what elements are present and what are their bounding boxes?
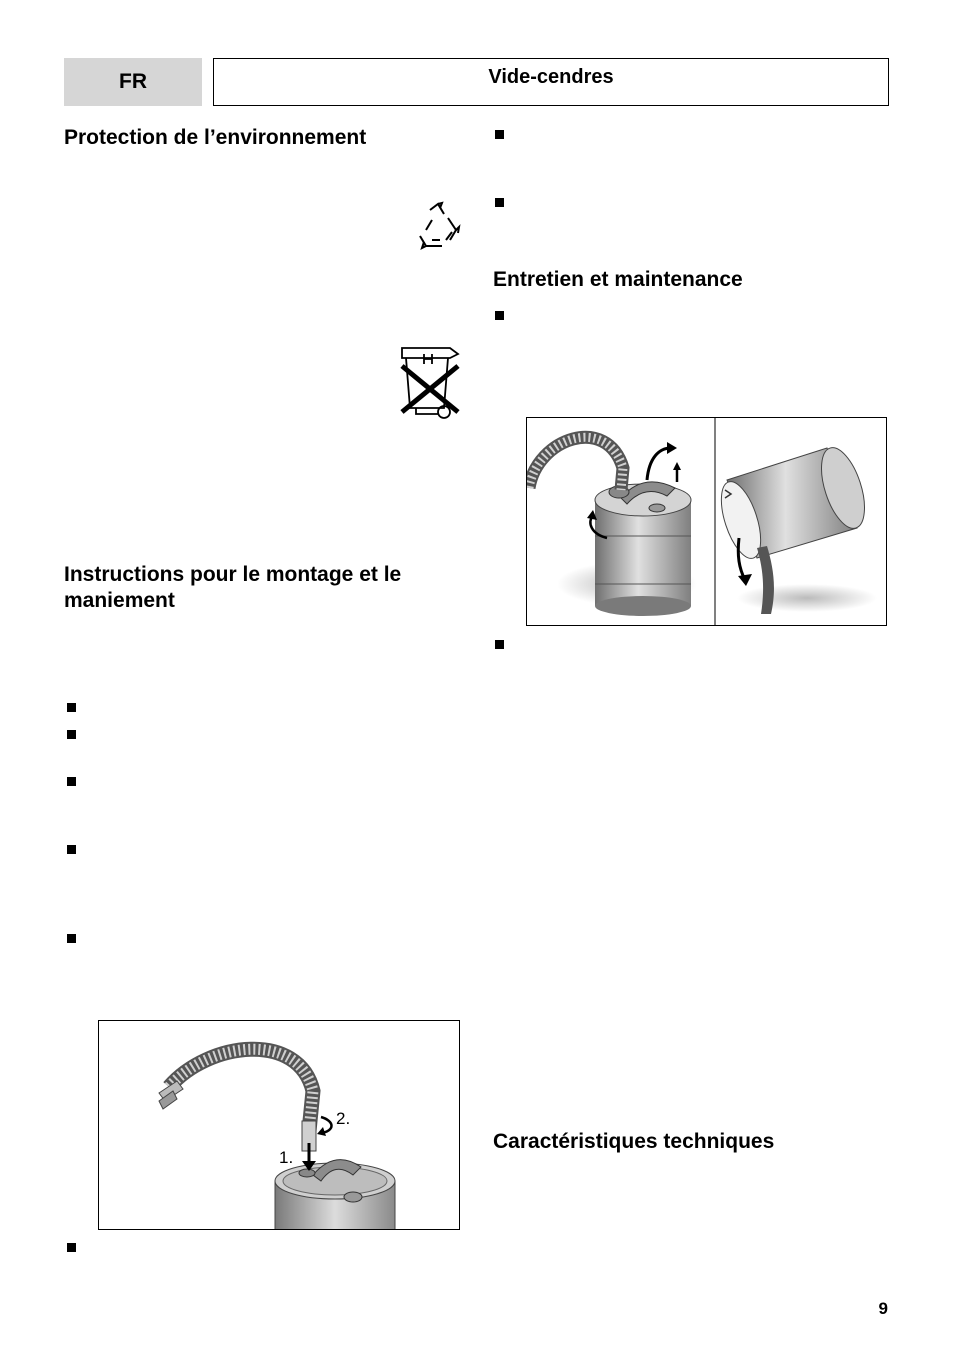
hose-attachment-illustration <box>99 1021 459 1229</box>
environment-heading: Protection de l’environnement <box>64 126 367 149</box>
crossed-bin-icon <box>396 338 462 422</box>
emptying-illustration <box>527 418 886 625</box>
bullet-marker <box>495 130 504 139</box>
emptying-figure <box>526 417 887 626</box>
language-code: FR <box>119 70 147 93</box>
hose-attachment-figure <box>98 1020 460 1230</box>
recycling-icon <box>412 200 464 252</box>
bullet-marker <box>495 311 504 320</box>
language-tab <box>64 58 202 106</box>
document-title-box <box>213 58 889 106</box>
bullet-marker <box>67 730 76 739</box>
page-number: 9 <box>878 1299 888 1318</box>
maintenance-heading: Entretien et maintenance <box>493 268 743 291</box>
step-1-label: 1. <box>279 1148 294 1167</box>
bullet-marker <box>495 198 504 207</box>
bullet-marker <box>67 1243 76 1252</box>
bullet-marker <box>67 703 76 712</box>
bullet-marker <box>67 777 76 786</box>
technical-specs-heading: Caractéristiques techniques <box>493 1130 775 1153</box>
step-2-label: 2. <box>336 1109 351 1128</box>
bullet-marker <box>495 640 504 649</box>
document-title: Vide-cendres <box>488 66 614 88</box>
bullet-marker <box>67 845 76 854</box>
bullet-marker <box>67 934 76 943</box>
mounting-heading: Instructions pour le montage et le maniement <box>64 563 402 612</box>
